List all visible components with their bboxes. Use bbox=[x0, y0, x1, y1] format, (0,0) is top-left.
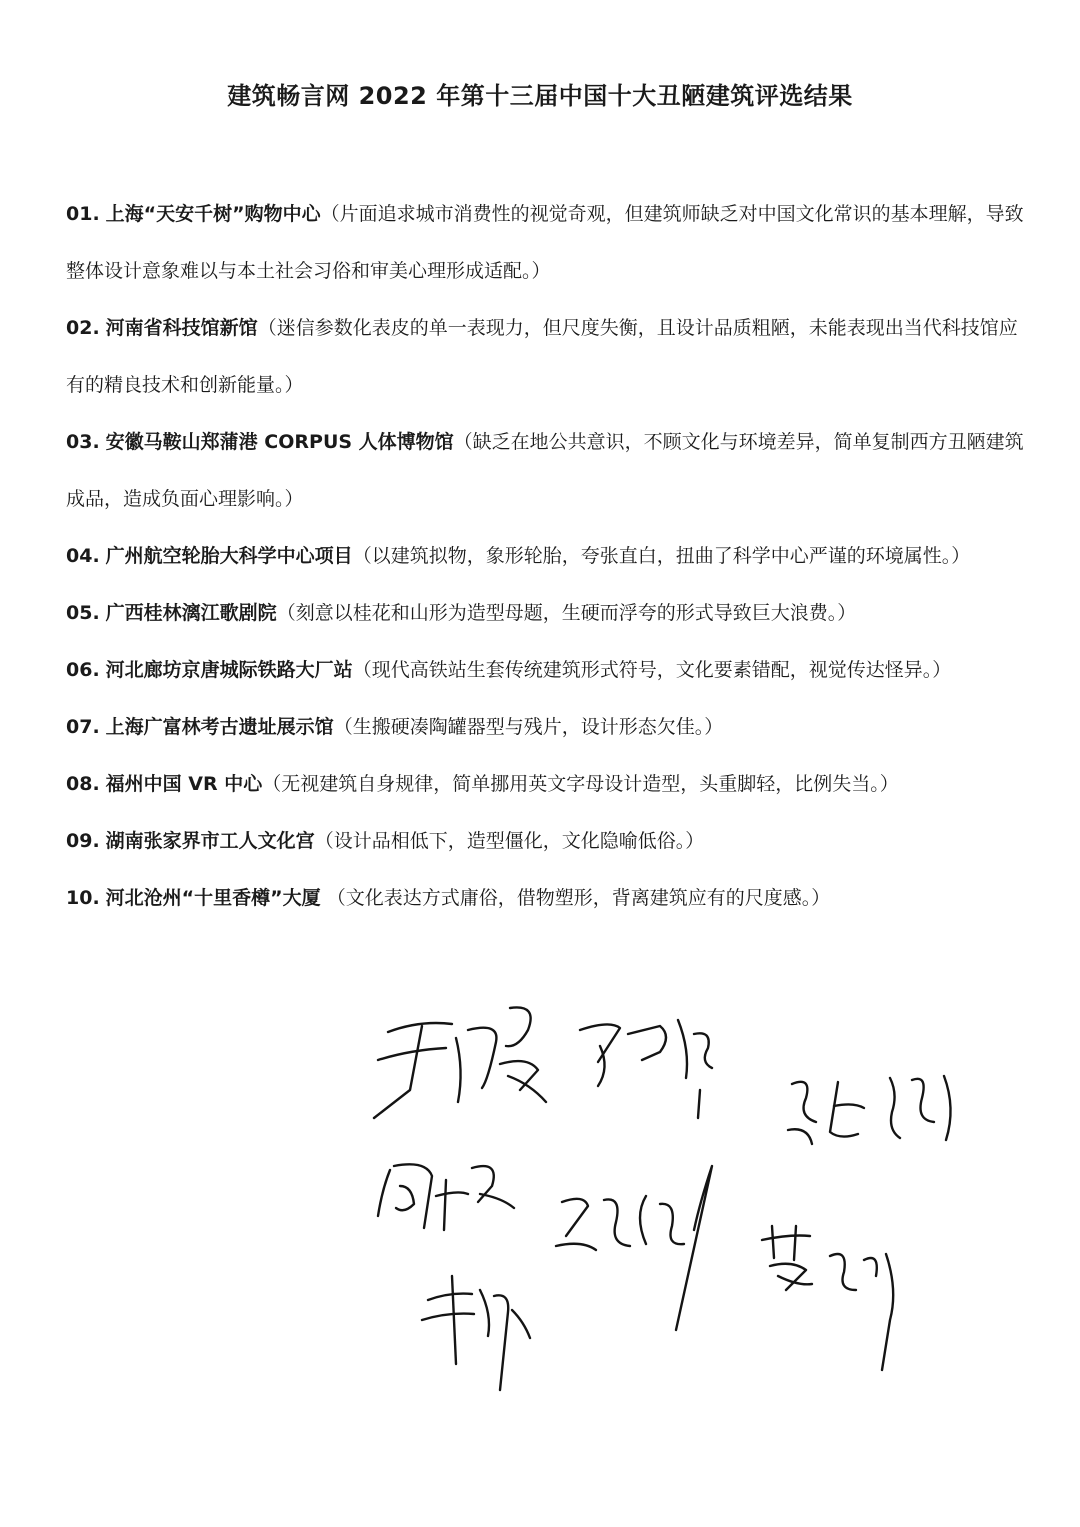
item-number: 09. bbox=[66, 830, 100, 852]
list-item bbox=[66, 813, 1026, 870]
ranking-list bbox=[66, 186, 1026, 927]
signature-3 bbox=[788, 1076, 951, 1144]
signature-7 bbox=[422, 1276, 530, 1390]
item-description: （以建筑拟物，象形轮胎，夸张直白，扭曲了科学中心严谨的环境属性。） bbox=[352, 545, 971, 567]
item-name: 湖南张家界市工人文化宫 bbox=[105, 830, 315, 852]
item-description: （迷信参数化表皮的单一表现力，但尺度失衡，且设计品质粗陋，未能表现出当代科技馆应有的精良技术和创新能量。） bbox=[66, 317, 1018, 396]
list-item bbox=[66, 585, 1026, 642]
item-description: （现代高铁站生套传统建筑形式符号，文化要素错配，视觉传达怪异。） bbox=[352, 659, 952, 681]
item-number: 01. bbox=[66, 203, 100, 225]
item-name: 河北沧州“十里香樽”大厦 bbox=[105, 887, 321, 909]
item-number: 08. bbox=[66, 773, 100, 795]
item-name: 上海广富林考古遗址展示馆 bbox=[105, 716, 334, 738]
list-item bbox=[66, 186, 1026, 300]
list-item bbox=[66, 528, 1026, 585]
list-item bbox=[66, 414, 1026, 528]
item-number: 03. bbox=[66, 431, 100, 453]
item-name: 福州中国 VR 中心 bbox=[105, 773, 263, 795]
item-description: （片面追求城市消费性的视觉奇观，但建筑师缺乏对中国文化常识的基本理解，导致整体设计意象难以与本土社会习俗和审美心理形成适配。） bbox=[66, 203, 1024, 282]
page-title: 建筑畅言网 2022 年第十三届中国十大丑陋建筑评选结果 bbox=[227, 82, 853, 110]
item-number: 02. bbox=[66, 317, 100, 339]
list-item bbox=[66, 756, 1026, 813]
list-item bbox=[66, 300, 1026, 414]
item-description: （刻意以桂花和山形为造型母题，生硬而浮夸的形式导致巨大浪费。） bbox=[276, 602, 857, 624]
item-description: （文化表达方式庸俗，借物塑形，背离建筑应有的尺度感。） bbox=[320, 887, 831, 909]
signatures-area bbox=[360, 990, 980, 1420]
item-description: （无视建筑自身规律，简单挪用英文字母设计造型，头重脚轻，比例失当。） bbox=[262, 773, 899, 795]
list-item bbox=[66, 642, 1026, 699]
item-name: 河南省科技馆新馆 bbox=[105, 317, 258, 339]
signature-5 bbox=[556, 1166, 712, 1330]
item-description: （缺乏在地公共意识，不顾文化与环境差异，简单复制西方丑陋建筑成品，造成负面心理影响。） bbox=[66, 431, 1024, 510]
item-name: 河北廊坊京唐城际铁路大厂站 bbox=[105, 659, 353, 681]
item-number: 07. bbox=[66, 716, 100, 738]
signature-4 bbox=[378, 1164, 514, 1230]
item-number: 05. bbox=[66, 602, 100, 624]
signature-1 bbox=[374, 1007, 546, 1118]
item-number: 10. bbox=[66, 887, 100, 909]
item-name: 广西桂林漓江歌剧院 bbox=[105, 602, 277, 624]
item-number: 04. bbox=[66, 545, 100, 567]
item-description: （生搬硬凑陶罐器型与残片，设计形态欠佳。） bbox=[333, 716, 724, 738]
signatures-drawing bbox=[360, 990, 980, 1420]
list-item bbox=[66, 699, 1026, 756]
signature-2 bbox=[580, 1020, 712, 1118]
item-description: （设计品相低下，造型僵化，文化隐喻低俗。） bbox=[314, 830, 705, 852]
signature-6 bbox=[762, 1226, 893, 1370]
list-item bbox=[66, 870, 1026, 927]
item-name: 广州航空轮胎大科学中心项目 bbox=[105, 545, 353, 567]
item-number: 06. bbox=[66, 659, 100, 681]
item-name: 上海“天安千树”购物中心 bbox=[105, 203, 321, 225]
item-name: 安徽马鞍山郑蒲港 CORPUS 人体博物馆 bbox=[105, 431, 454, 453]
